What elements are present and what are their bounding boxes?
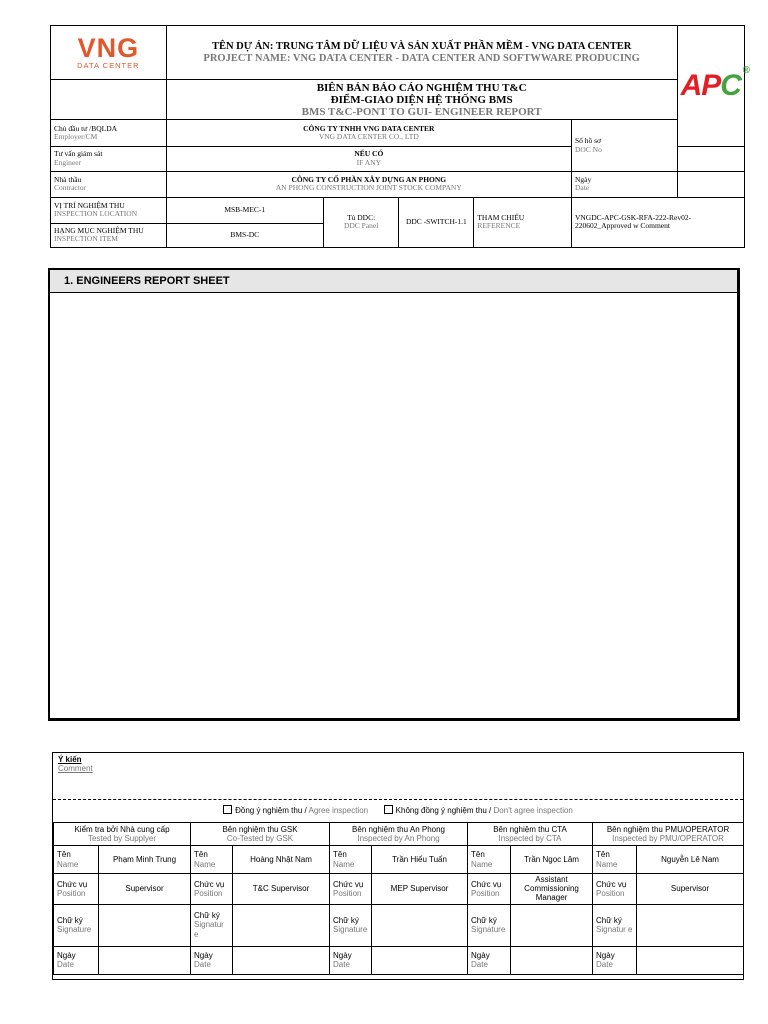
signature-box[interactable] [233, 904, 330, 946]
signoff-section [52, 752, 744, 980]
position-label: Chức vụ Position [593, 874, 637, 905]
apc-logo: APC ® [677, 26, 744, 147]
signature-box[interactable] [99, 904, 191, 946]
date-row [54, 946, 744, 974]
name-label: Tên Name [54, 846, 99, 874]
name-label: Tên Name [191, 846, 233, 874]
signature-label: Chữ ký Signatur e [191, 904, 233, 946]
position-label: Chức vụ Position [468, 874, 511, 905]
position-label: Chức vụ Position [54, 874, 99, 905]
date-box[interactable] [511, 946, 593, 974]
reference-value: VNGDC-APC-GSK-RFA-222-Rev02-220602_Approved w Comment [571, 197, 744, 247]
item-label: HẠNG MỤC NGHIỆM THU INSPECTION ITEM [51, 223, 167, 247]
report-sheet [48, 268, 740, 721]
date-label: Ngày Date [330, 946, 372, 974]
item-value: BMS-DC [166, 223, 323, 247]
position-label: Chức vụ Position [191, 874, 233, 905]
project-name-vi: TÊN DỰ ÁN: TRUNG TÂM DỮ LIỆU VÀ SẢN XUẤT PHẦN MỀM - VNG DATA CENTER [211, 41, 632, 53]
title-vi-1: BIÊN BẢN BÁO CÁO NGHIỆM THU T&C [316, 81, 527, 94]
signoff-table [53, 822, 744, 975]
date-label: Ngày Date [468, 946, 511, 974]
party-gsk: Bên nghiệm thu GSK Co-Tested by GSK [191, 823, 330, 846]
name-row [54, 846, 744, 874]
party-row [54, 823, 744, 846]
location-label: VỊ TRÍ NGHIỆM THU INSPECTION LOCATION [51, 197, 167, 223]
date-label: Ngày Date [54, 946, 99, 974]
vng-logo [51, 26, 167, 80]
contractor-value: CÔNG TY CỔ PHẦN XÂY DỰNG AN PHONG AN PHONG CONSTRUCTION JOINT STOCK COMPANY [166, 171, 571, 197]
project-name-cell [166, 26, 677, 80]
agree-row [53, 800, 743, 822]
signature-box[interactable] [372, 904, 468, 946]
header-table [50, 25, 749, 248]
date-box[interactable] [233, 946, 330, 974]
engineer-label: Tư vấn giám sát Engineer [51, 146, 167, 171]
checkbox-icon[interactable] [384, 805, 393, 814]
name-value: Nguyễn Lê Nam [637, 846, 744, 874]
position-value: Supervisor [637, 874, 744, 905]
doc-no-label: Số hồ sơ DOC No [571, 120, 677, 171]
position-value: T&C Supervisor [233, 874, 330, 905]
name-label: Tên Name [330, 846, 372, 874]
date-box[interactable] [372, 946, 468, 974]
party-pmu: Bên nghiệm thu PMU/OPERATOR Inspected by PMU/OPERATOR [593, 823, 744, 846]
agree-checkbox[interactable]: Đồng ý nghiệm thu / Agree inspection [223, 806, 368, 815]
date-box[interactable] [99, 946, 191, 974]
title-vi-2: ĐIỂM-GIAO DIỆN HỆ THỐNG BMS [330, 93, 513, 106]
date-box[interactable] [637, 946, 744, 974]
name-value: Phạm Minh Trung [99, 846, 191, 874]
name-label: Tên Name [468, 846, 511, 874]
ddc-panel-value: DDC -SWITCH-1.1 [399, 197, 474, 247]
position-value: MEP Supervisor [372, 874, 468, 905]
date-label: Ngày Date [593, 946, 637, 974]
signature-box[interactable] [637, 904, 744, 946]
signature-label: Chữ ký Signature [468, 904, 511, 946]
date-label: Ngày Date [191, 946, 233, 974]
name-value: Trần Hiếu Tuấn [372, 846, 468, 874]
position-value: Assistant Commissioning Manager [511, 874, 593, 905]
contractor-label: Nhà thầu Contractor [51, 171, 167, 197]
position-row [54, 874, 744, 905]
location-value: MSB-MEC-1 [166, 197, 323, 223]
position-value: Supervisor [99, 874, 191, 905]
party-cta: Bên nghiệm thu CTA Inspected by CTA [468, 823, 593, 846]
name-value: Hoàng Nhật Nam [233, 846, 330, 874]
employer-label: Chủ đầu tư /BQLDA Employer/CM [51, 120, 167, 146]
employer-value: CÔNG TY TNHH VNG DATA CENTER VNG DATA CENTER CO., LTD [166, 120, 571, 146]
checkbox-icon[interactable] [223, 805, 232, 814]
signature-row [54, 904, 744, 946]
report-heading: 1. ENGINEERS REPORT SHEET [50, 270, 737, 293]
vng-logo-text: VNG [77, 32, 140, 63]
party-supplier: Kiểm tra bởi Nhà cung cấp Tested by Supplyer [54, 823, 191, 846]
title-en: BMS T&C-PONT TO GUI- ENGINEER REPORT [301, 105, 542, 118]
party-an-phong: Bên nghiệm thu An Phong Inspected by An Phong [330, 823, 468, 846]
comment-label-vi: Ý kiến [58, 755, 82, 764]
ddc-panel-label: Tủ DDC: DDC Panel [323, 197, 399, 247]
report-title-cell [166, 80, 677, 120]
position-label: Chức vụ Position [330, 874, 372, 905]
comment-label-en: Comment [58, 764, 93, 773]
name-label: Tên Name [593, 846, 637, 874]
date-label: Ngày Date [571, 171, 677, 197]
disagree-checkbox[interactable]: Không đồng ý nghiệm thu / Don't agree inspection [384, 806, 573, 815]
vng-logo-sub: DATA CENTER [77, 60, 140, 70]
reference-label: THAM CHIẾU REFERENCE [474, 197, 572, 247]
engineer-value: NẾU CÓ IF ANY [166, 146, 571, 171]
project-name-en: PROJECT NAME: VNG DATA CENTER - DATA CENTER AND SOFTWWARE PRODUCING [203, 52, 640, 64]
signature-box[interactable] [511, 904, 593, 946]
signature-label: Chữ ký Signature [54, 904, 99, 946]
signature-label: Chữ ký Signatur e [593, 904, 637, 946]
name-value: Trần Ngọc Lâm [511, 846, 593, 874]
signature-label: Chữ ký Signature [330, 904, 372, 946]
comment-area[interactable] [53, 753, 743, 800]
